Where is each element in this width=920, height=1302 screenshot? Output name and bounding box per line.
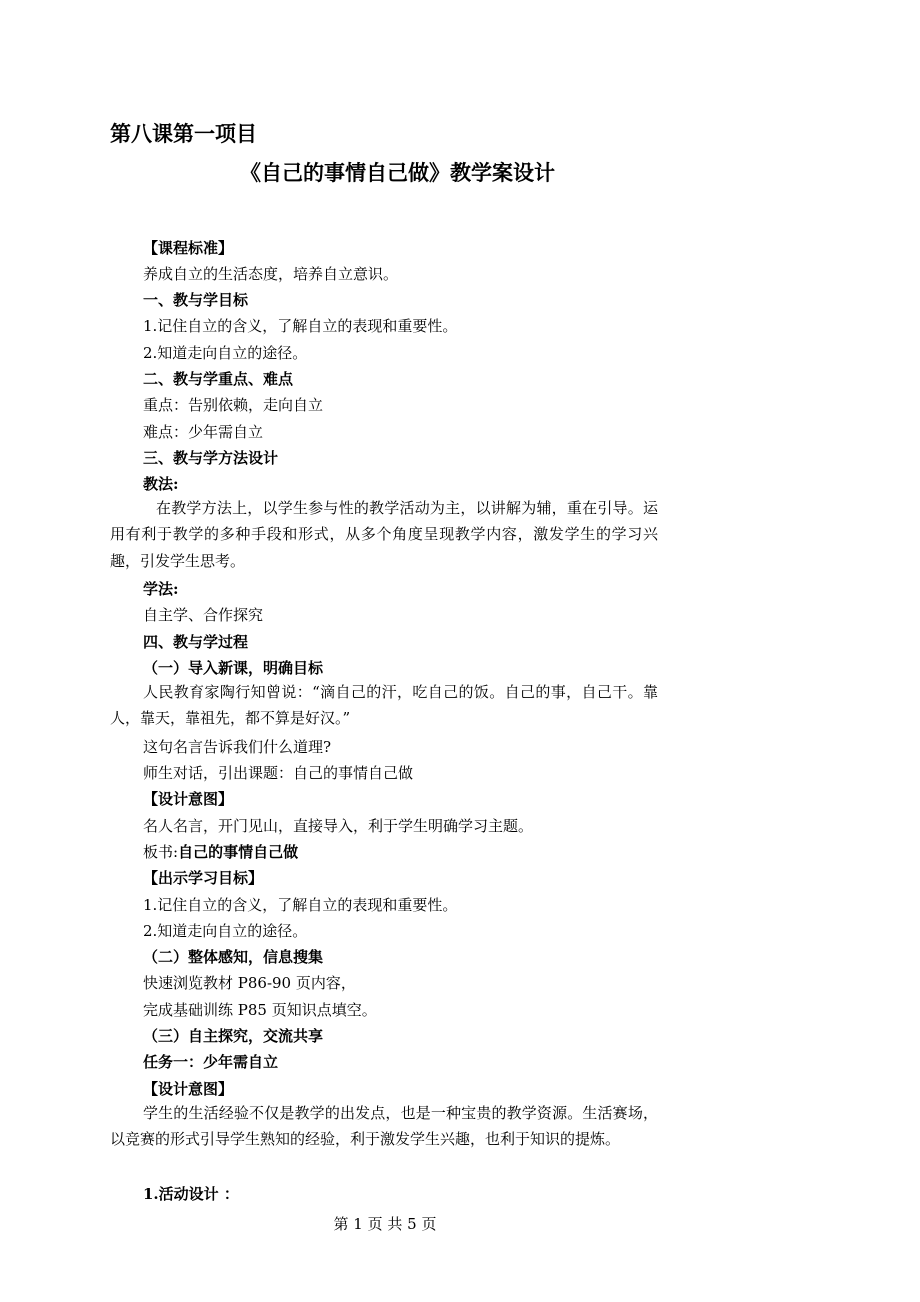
design-intent-paragraph-2: 学生的生活经验不仅是教学的出发点，也是一种宝贵的教学资源。生活赛场，以竞赛的形式引导学生熟知的经验，利于激发学生兴趣，也利于知识的提炼。 <box>110 1104 658 1149</box>
page-number-footer: 第 1 页 共 5 页 <box>333 1215 437 1233</box>
board-text: 自己的事情自己做 <box>178 843 299 861</box>
difficult-point: 难点：少年需自立 <box>143 423 264 441</box>
show-goal-item-2: 2.知道走向自立的途径。 <box>143 922 308 940</box>
step1-heading: （一）导入新课，明确目标 <box>143 659 324 677</box>
method-heading: 三、教与学方法设计 <box>143 449 279 467</box>
task1-heading: 任务一：少年需自立 <box>143 1053 279 1071</box>
lesson-title: 第八课第一项目 <box>110 121 257 146</box>
activity-heading: 1.活动设计 ： <box>143 1185 239 1203</box>
learn-method-label: 学法: <box>143 580 179 598</box>
dialog-text: 师生对话，引出课题：自己的事情自己做 <box>143 764 414 782</box>
teach-method-label: 教法: <box>143 475 179 493</box>
teach-method-paragraph: 在教学方法上，以学生参与性的教学活动为主，以讲解为辅，重在引导。运用有利于教学的多种手段和形式，从多个角度呈现教学内容，激发学生的学习兴趣，引发学生思考。 <box>110 499 658 570</box>
board-line <box>143 842 298 862</box>
design-intent-heading-2: 【设计意图】 <box>143 1080 234 1098</box>
quote-paragraph: 人民教育家陶行知曾说：“滴自己的汗，吃自己的饭。自己的事，自己干。靠人，靠天，靠祖先，都不算是好汉。” <box>110 683 658 728</box>
show-goal-item-1: 1.记住自立的含义，了解自立的表现和重要性。 <box>143 896 458 914</box>
show-goals-heading: 【出示学习目标】 <box>143 869 264 887</box>
key-heading: 二、教与学重点、难点 <box>143 370 294 388</box>
goal-item-2: 2.知道走向自立的途径。 <box>143 344 308 362</box>
board-label: 板书: <box>143 843 179 861</box>
goal-item-1: 1.记住自立的含义，了解自立的表现和重要性。 <box>143 317 458 335</box>
design-intent-heading: 【设计意图】 <box>143 790 234 808</box>
step3-heading: （三）自主探究，交流共享 <box>143 1027 324 1045</box>
step2-line-1: 快速浏览教材 P86-90 页内容， <box>143 974 356 992</box>
step2-heading: （二）整体感知，信息搜集 <box>143 948 324 966</box>
standard-text: 养成自立的生活态度，培养自立意识。 <box>143 265 399 283</box>
question-text: 这句名言告诉我们什么道理? <box>143 738 332 756</box>
learn-method-text: 自主学、合作探究 <box>143 606 264 624</box>
lesson-subtitle: 《自己的事情自己做》教学案设计 <box>240 160 555 185</box>
step2-line-2: 完成基础训练 P85 页知识点填空。 <box>143 1001 377 1019</box>
process-heading: 四、教与学过程 <box>143 633 249 651</box>
key-point: 重点：告别依赖，走向自立 <box>143 396 324 414</box>
standard-heading: 【课程标准】 <box>143 239 234 257</box>
design-intent-text: 名人名言，开门见山，直接导入，利于学生明确学习主题。 <box>143 817 534 835</box>
goals-heading: 一、教与学目标 <box>143 291 249 309</box>
